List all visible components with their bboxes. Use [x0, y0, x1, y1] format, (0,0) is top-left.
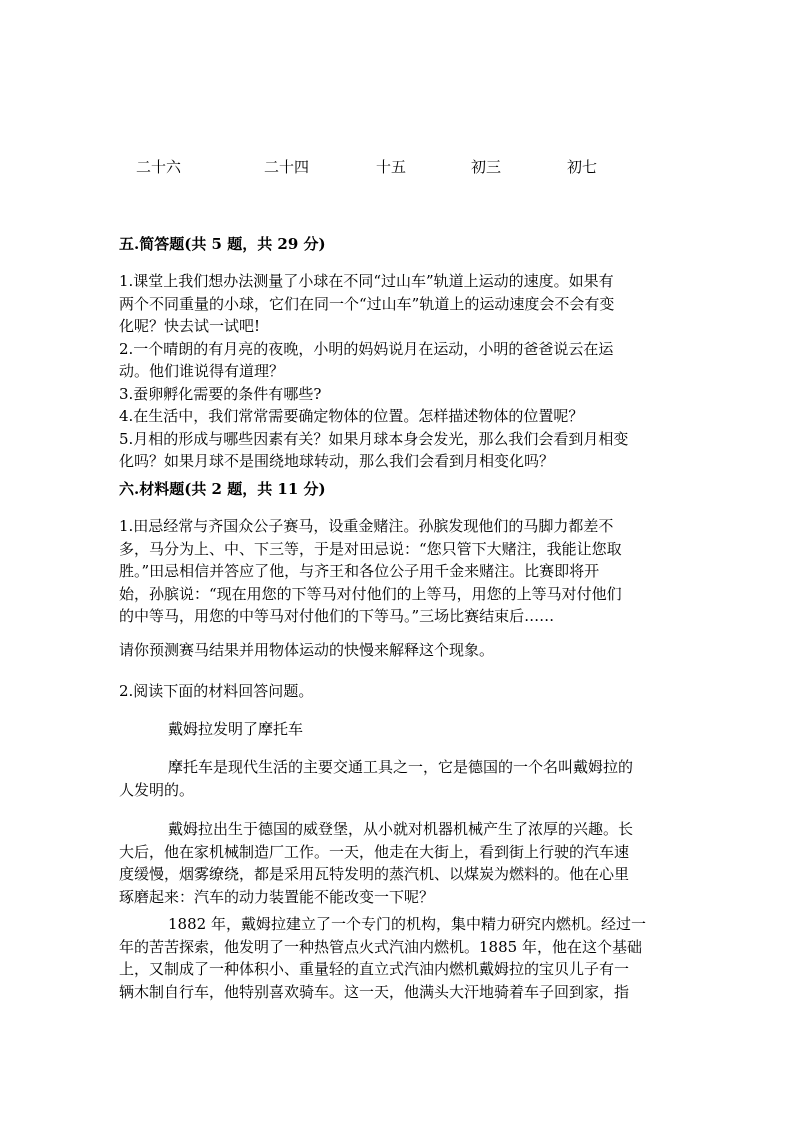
- section6-q1: [119, 515, 675, 628]
- section5-line: 动。他们谁说得有道理？: [119, 362, 285, 380]
- article-line: 度缓慢，烟雾缭绕，都是采用瓦特发明的蒸汽机、以煤炭为燃料的。他在心里: [119, 865, 630, 883]
- section6-heading: 六.材料题(共 2 题，共 11 分): [119, 480, 326, 498]
- article-para-3: [119, 913, 675, 1003]
- article-line: 1882 年，戴姆拉建立了一个专门的机构，集中精力研究内燃机。经过一: [168, 915, 646, 933]
- section5-line: 4.在生活中，我们常常需要确定物体的位置。怎样描述物体的位置呢？: [119, 407, 584, 425]
- section5-line: 2.一个晴朗的有月亮的夜晚，小明的妈妈说月在运动，小明的爸爸说云在运: [119, 339, 614, 358]
- section5-line: 两个不同重量的小球，它们在同一个“过山车”轨道上的运动速度会不会有变: [119, 294, 615, 313]
- article-line: 大后，他在家机械制造厂工作。一天，他走在大街上，看到街上行驶的汽车速: [119, 842, 630, 861]
- lunar-date-2: 二十四: [264, 158, 310, 176]
- article-line: 摩托车是现代生活的主要交通工具之一，它是德国的一个名叫戴姆拉的: [168, 758, 634, 776]
- section5-heading: 五.简答题(共 5 题，共 29 分): [119, 235, 326, 253]
- article-line: 辆木制自行车，他特别喜欢骑车。这一天，他满头大汗地骑着车子回到家，指: [119, 982, 630, 1001]
- article-line: 上，又制成了一种体积小、重量轻的直立式汽油内燃机戴姆拉的宝贝儿子有一: [119, 960, 630, 978]
- lunar-date-5: 初七: [567, 158, 598, 176]
- section6-q1-line: 多，马分为上、中、下三等，于是对田忌说：“您只管下大赌注，我能让您取: [119, 539, 622, 558]
- lunar-date-1: 二十六: [136, 158, 182, 176]
- section6-q1-line: 的中等马，用您的中等马对付他们的下等马。”三场比赛结束后……: [119, 607, 555, 625]
- article-line: 戴姆拉出生于德国的威登堡，从小就对机器机械产生了浓厚的兴趣。长: [168, 820, 634, 838]
- section5-line: 3.蚕卵孵化需要的条件有哪些?: [119, 384, 322, 403]
- article-para-1: [119, 756, 675, 801]
- section6-q1-line: 1.田忌经常与齐国众公子赛马，设重金赌注。孙膑发现他们的马脚力都差不: [119, 517, 614, 535]
- section5-line: 化呢？快去试一试吧!: [119, 317, 261, 335]
- section5-questions: [119, 270, 675, 473]
- section6-q1-prompt: 请你预测赛马结果并用物体运动的快慢来解释这个现象。: [119, 641, 495, 659]
- article-line: 年的苦苦探索，他发明了一种热管点火式汽油内燃机。1885 年，他在这个基础: [119, 937, 642, 956]
- section5-line: 5.月相的形成与哪些因素有关？如果月球本身会发光，那么我们会看到月相变: [119, 429, 629, 448]
- section6-q1-line: 始，孙膑说：“现在用您的下等马对付他们的上等马，用您的上等马对付他们: [119, 584, 622, 603]
- section5-line: 1.课堂上我们想办法测量了小球在不同“过山车”轨道上运动的速度。如果有: [119, 272, 614, 290]
- lunar-date-4: 初三: [471, 158, 502, 176]
- lunar-date-3: 十五: [376, 158, 407, 176]
- section6-q1-line: 胜。”田忌相信并答应了他，与齐王和各位公子用千金来赌注。比赛即将开: [119, 562, 600, 580]
- article-para-2: [119, 818, 675, 908]
- section5-line: 化吗？如果月球不是围绕地球转动，那么我们会看到月相变化吗？: [119, 452, 555, 470]
- section6-q2-intro: 2.阅读下面的材料回答问题。: [119, 682, 314, 700]
- article-line: 人发明的。: [119, 780, 195, 799]
- article-title: 戴姆拉发明了摩托车: [168, 720, 304, 738]
- article-line: 琢磨起来：汽车的动力装置能不能改变一下呢？: [119, 887, 435, 906]
